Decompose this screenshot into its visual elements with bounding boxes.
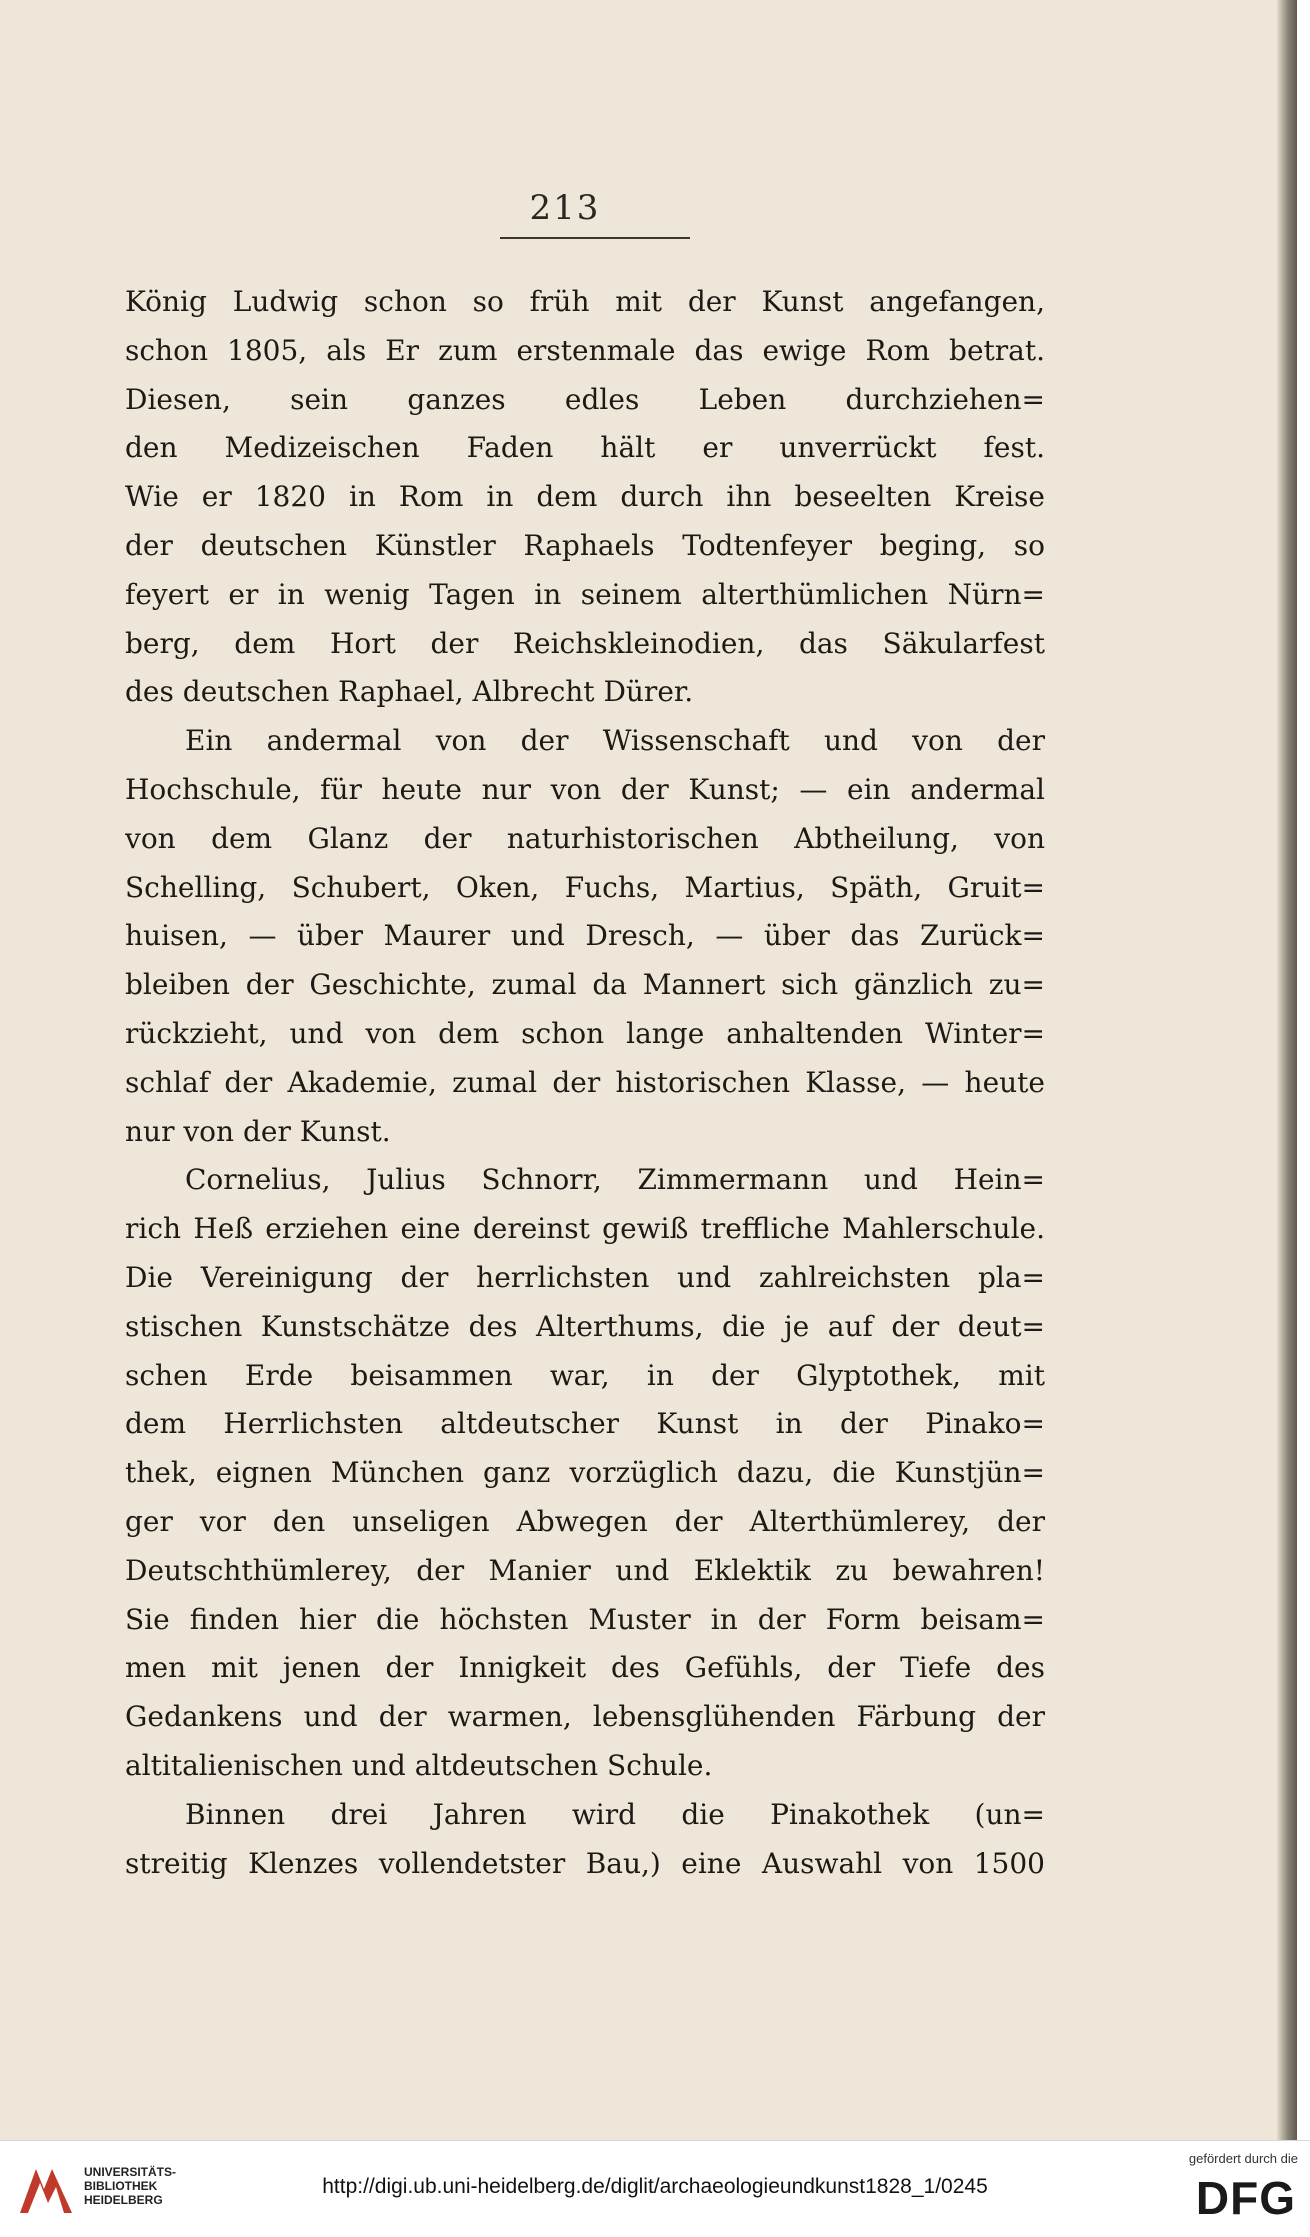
text-line: Hochschule, für heute nur von der Kunst; — ein andermal — [125, 772, 1045, 806]
header-rule — [500, 237, 690, 239]
text-line: berg, dem Hort der Reichskleinodien, das Säkularfest — [125, 626, 1045, 660]
text-line: Cornelius, Julius Schnorr, Zimmermann und Hein= — [185, 1163, 1045, 1197]
text-line: schon 1805, als Er zum erstenmale das ewige Rom betrat. — [125, 333, 1045, 367]
text-line: Wie er 1820 in Rom in dem durch ihn beseelten Kreise — [125, 480, 1045, 514]
viewer-footer — [0, 2140, 1310, 2237]
text-line: schlaf der Akademie, zumal der historischen Klasse, — heute — [125, 1065, 1045, 1099]
text-line: von dem Glanz der naturhistorischen Abtheilung, von — [125, 821, 1045, 855]
text-line: men mit jenen der Innigkeit des Gefühls, der Tiefe des — [125, 1651, 1045, 1685]
text-line: Deutschthümlerey, der Manier und Eklektik zu bewahren! — [125, 1553, 1045, 1587]
library-name-line: UNIVERSITÄTS- — [84, 2165, 177, 2179]
text-line: nur von der Kunst. — [125, 1114, 391, 1148]
library-name-line: BIBLIOTHEK — [84, 2179, 158, 2193]
text-line: Binnen drei Jahren wird die Pinakothek (un= — [185, 1797, 1045, 1831]
text-line: Schelling, Schubert, Oken, Fuchs, Martius, Späth, Gruit= — [125, 870, 1045, 904]
dfg-logo: DFG — [1195, 2172, 1296, 2224]
text-line: altitalienischen und altdeutschen Schule. — [125, 1748, 713, 1782]
text-line: rich Heß erziehen eine dereinst gewiß treffliche Mahlerschule. — [125, 1212, 1045, 1246]
permalink-url[interactable]: http://digi.ub.uni-heidelberg.de/diglit/archaeologieundkunst1828_1/0245 — [322, 2175, 988, 2198]
text-line: bleiben der Geschichte, zumal da Mannert sich gänzlich zu= — [125, 968, 1045, 1002]
book-spine-shadow — [1277, 0, 1297, 2140]
text-line: feyert er in wenig Tagen in seinem alterthümlichen Nürn= — [125, 577, 1045, 611]
text-line: ger vor den unseligen Abwegen der Alterthümlerey, der — [125, 1504, 1045, 1538]
text-line: dem Herrlichsten altdeutscher Kunst in der Pinako= — [125, 1407, 1045, 1441]
text-line: streitig Klenzes vollendetster Bau,) eine Auswahl von 1500 — [125, 1846, 1045, 1880]
text-line: der deutschen Künstler Raphaels Todtenfeyer beging, so — [125, 528, 1045, 562]
text-line: Gedankens und der warmen, lebensglühenden Färbung der — [125, 1700, 1045, 1734]
text-line: des deutschen Raphael, Albrecht Dürer. — [125, 675, 694, 709]
text-line: den Medizeischen Faden hält er unverrückt fest. — [125, 431, 1045, 465]
text-line: Diesen, sein ganzes edles Leben durchziehen= — [125, 382, 1045, 416]
body-text — [125, 278, 1045, 1888]
text-line: huisen, — über Maurer und Dresch, — über das Zurück= — [125, 919, 1045, 953]
text-line: Die Vereinigung der herrlichsten und zahlreichsten pla= — [125, 1260, 1045, 1294]
text-line: schen Erde beisammen war, in der Glyptothek, mit — [125, 1358, 1045, 1392]
text-line: Ein andermal von der Wissenschaft und von der — [185, 724, 1045, 758]
text-line: Sie finden hier die höchsten Muster in der Form beisam= — [125, 1602, 1045, 1636]
text-line: rückzieht, und von dem schon lange anhaltenden Winter= — [125, 1016, 1045, 1050]
text-line: stischen Kunstschätze des Alterthums, die je auf der deut= — [125, 1309, 1045, 1343]
text-line: thek, eignen München ganz vorzüglich dazu, die Kunstjün= — [125, 1456, 1045, 1490]
library-name-line: HEIDELBERG — [84, 2193, 163, 2207]
page-number: 213 — [529, 188, 601, 228]
sponsor-label: gefördert durch die — [1188, 2151, 1298, 2166]
text-line: König Ludwig schon so früh mit der Kunst angefangen, — [125, 285, 1045, 318]
